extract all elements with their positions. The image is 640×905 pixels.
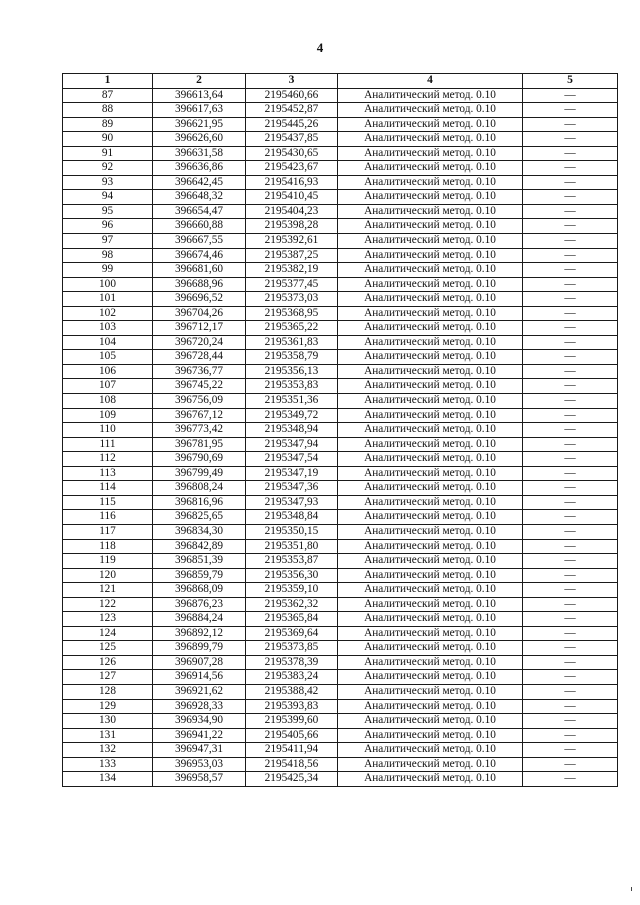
cell-description: — bbox=[523, 524, 618, 539]
cell-y-coordinate: 2195353,83 bbox=[246, 379, 338, 394]
cell-x-coordinate: 396941,22 bbox=[153, 728, 246, 743]
cell-point-number: 110 bbox=[63, 423, 153, 438]
cell-x-coordinate: 396736,77 bbox=[153, 364, 246, 379]
cell-y-coordinate: 2195388,42 bbox=[246, 684, 338, 699]
cell-x-coordinate: 396674,46 bbox=[153, 248, 246, 263]
cell-x-coordinate: 396958,57 bbox=[153, 772, 246, 787]
margin-mark bbox=[631, 887, 632, 891]
cell-method: Аналитический метод. 0.10 bbox=[338, 234, 523, 249]
cell-y-coordinate: 2195356,13 bbox=[246, 364, 338, 379]
cell-x-coordinate: 396667,55 bbox=[153, 234, 246, 249]
cell-x-coordinate: 396934,90 bbox=[153, 714, 246, 729]
cell-point-number: 111 bbox=[63, 437, 153, 452]
cell-description: — bbox=[523, 452, 618, 467]
table-row bbox=[63, 350, 618, 365]
cell-y-coordinate: 2195351,80 bbox=[246, 539, 338, 554]
cell-description: — bbox=[523, 423, 618, 438]
table-row bbox=[63, 321, 618, 336]
cell-point-number: 101 bbox=[63, 292, 153, 307]
cell-method: Аналитический метод. 0.10 bbox=[338, 423, 523, 438]
cell-y-coordinate: 2195349,72 bbox=[246, 408, 338, 423]
cell-method: Аналитический метод. 0.10 bbox=[338, 204, 523, 219]
cell-description: — bbox=[523, 117, 618, 132]
table-row bbox=[63, 394, 618, 409]
cell-description: — bbox=[523, 655, 618, 670]
cell-x-coordinate: 396907,28 bbox=[153, 655, 246, 670]
cell-point-number: 103 bbox=[63, 321, 153, 336]
table-row bbox=[63, 714, 618, 729]
table-row bbox=[63, 132, 618, 147]
cell-x-coordinate: 396868,09 bbox=[153, 583, 246, 598]
cell-method: Аналитический метод. 0.10 bbox=[338, 510, 523, 525]
cell-y-coordinate: 2195430,65 bbox=[246, 146, 338, 161]
cell-y-coordinate: 2195353,87 bbox=[246, 554, 338, 569]
table-row bbox=[63, 481, 618, 496]
cell-x-coordinate: 396712,17 bbox=[153, 321, 246, 336]
cell-point-number: 128 bbox=[63, 684, 153, 699]
cell-method: Аналитический метод. 0.10 bbox=[338, 655, 523, 670]
cell-method: Аналитический метод. 0.10 bbox=[338, 684, 523, 699]
cell-description: — bbox=[523, 743, 618, 758]
cell-description: — bbox=[523, 88, 618, 103]
cell-point-number: 113 bbox=[63, 466, 153, 481]
cell-x-coordinate: 396642,45 bbox=[153, 175, 246, 190]
cell-method: Аналитический метод. 0.10 bbox=[338, 699, 523, 714]
cell-x-coordinate: 396799,49 bbox=[153, 466, 246, 481]
cell-description: — bbox=[523, 728, 618, 743]
cell-y-coordinate: 2195398,28 bbox=[246, 219, 338, 234]
cell-x-coordinate: 396921,62 bbox=[153, 684, 246, 699]
table-body bbox=[63, 88, 618, 786]
cell-point-number: 97 bbox=[63, 234, 153, 249]
table-row bbox=[63, 699, 618, 714]
cell-point-number: 119 bbox=[63, 554, 153, 569]
cell-point-number: 131 bbox=[63, 728, 153, 743]
cell-x-coordinate: 396681,60 bbox=[153, 263, 246, 278]
cell-method: Аналитический метод. 0.10 bbox=[338, 437, 523, 452]
cell-x-coordinate: 396704,26 bbox=[153, 306, 246, 321]
cell-description: — bbox=[523, 103, 618, 118]
cell-y-coordinate: 2195393,83 bbox=[246, 699, 338, 714]
cell-point-number: 90 bbox=[63, 132, 153, 147]
table-row bbox=[63, 466, 618, 481]
cell-point-number: 124 bbox=[63, 626, 153, 641]
cell-y-coordinate: 2195452,87 bbox=[246, 103, 338, 118]
cell-description: — bbox=[523, 539, 618, 554]
column-header-x: 2 bbox=[153, 74, 246, 89]
table-row bbox=[63, 408, 618, 423]
cell-description: — bbox=[523, 132, 618, 147]
cell-point-number: 96 bbox=[63, 219, 153, 234]
cell-method: Аналитический метод. 0.10 bbox=[338, 568, 523, 583]
cell-x-coordinate: 396631,58 bbox=[153, 146, 246, 161]
cell-description: — bbox=[523, 714, 618, 729]
cell-x-coordinate: 396892,12 bbox=[153, 626, 246, 641]
cell-point-number: 129 bbox=[63, 699, 153, 714]
cell-point-number: 127 bbox=[63, 670, 153, 685]
cell-point-number: 121 bbox=[63, 583, 153, 598]
cell-description: — bbox=[523, 350, 618, 365]
cell-y-coordinate: 2195410,45 bbox=[246, 190, 338, 205]
table-row bbox=[63, 568, 618, 583]
cell-x-coordinate: 396617,63 bbox=[153, 103, 246, 118]
cell-x-coordinate: 396914,56 bbox=[153, 670, 246, 685]
cell-method: Аналитический метод. 0.10 bbox=[338, 350, 523, 365]
cell-description: — bbox=[523, 190, 618, 205]
cell-y-coordinate: 2195405,66 bbox=[246, 728, 338, 743]
cell-x-coordinate: 396953,03 bbox=[153, 757, 246, 772]
cell-y-coordinate: 2195392,61 bbox=[246, 234, 338, 249]
table-row bbox=[63, 728, 618, 743]
cell-y-coordinate: 2195460,66 bbox=[246, 88, 338, 103]
cell-method: Аналитический метод. 0.10 bbox=[338, 190, 523, 205]
table-row bbox=[63, 364, 618, 379]
cell-description: — bbox=[523, 321, 618, 336]
table-row bbox=[63, 524, 618, 539]
cell-point-number: 117 bbox=[63, 524, 153, 539]
cell-description: — bbox=[523, 277, 618, 292]
cell-description: — bbox=[523, 568, 618, 583]
table-row bbox=[63, 306, 618, 321]
cell-x-coordinate: 396745,22 bbox=[153, 379, 246, 394]
cell-point-number: 132 bbox=[63, 743, 153, 758]
cell-x-coordinate: 396808,24 bbox=[153, 481, 246, 496]
cell-y-coordinate: 2195350,15 bbox=[246, 524, 338, 539]
table-row bbox=[63, 146, 618, 161]
cell-x-coordinate: 396781,95 bbox=[153, 437, 246, 452]
cell-description: — bbox=[523, 379, 618, 394]
coordinates-table bbox=[62, 73, 618, 787]
cell-x-coordinate: 396773,42 bbox=[153, 423, 246, 438]
cell-x-coordinate: 396648,32 bbox=[153, 190, 246, 205]
cell-description: — bbox=[523, 481, 618, 496]
cell-method: Аналитический метод. 0.10 bbox=[338, 219, 523, 234]
cell-x-coordinate: 396720,24 bbox=[153, 335, 246, 350]
cell-x-coordinate: 396842,89 bbox=[153, 539, 246, 554]
cell-x-coordinate: 396613,64 bbox=[153, 88, 246, 103]
cell-description: — bbox=[523, 757, 618, 772]
cell-description: — bbox=[523, 146, 618, 161]
cell-point-number: 95 bbox=[63, 204, 153, 219]
cell-method: Аналитический метод. 0.10 bbox=[338, 670, 523, 685]
cell-method: Аналитический метод. 0.10 bbox=[338, 554, 523, 569]
cell-method: Аналитический метод. 0.10 bbox=[338, 263, 523, 278]
cell-point-number: 98 bbox=[63, 248, 153, 263]
cell-y-coordinate: 2195347,94 bbox=[246, 437, 338, 452]
cell-description: — bbox=[523, 641, 618, 656]
table-row bbox=[63, 684, 618, 699]
cell-x-coordinate: 396767,12 bbox=[153, 408, 246, 423]
cell-description: — bbox=[523, 292, 618, 307]
cell-y-coordinate: 2195347,19 bbox=[246, 466, 338, 481]
cell-point-number: 88 bbox=[63, 103, 153, 118]
cell-description: — bbox=[523, 583, 618, 598]
cell-point-number: 115 bbox=[63, 495, 153, 510]
cell-x-coordinate: 396654,47 bbox=[153, 204, 246, 219]
cell-method: Аналитический метод. 0.10 bbox=[338, 394, 523, 409]
cell-description: — bbox=[523, 626, 618, 641]
cell-method: Аналитический метод. 0.10 bbox=[338, 175, 523, 190]
cell-y-coordinate: 2195362,32 bbox=[246, 597, 338, 612]
header-row bbox=[63, 74, 618, 89]
cell-point-number: 116 bbox=[63, 510, 153, 525]
cell-y-coordinate: 2195418,56 bbox=[246, 757, 338, 772]
cell-point-number: 87 bbox=[63, 88, 153, 103]
cell-point-number: 102 bbox=[63, 306, 153, 321]
cell-method: Аналитический метод. 0.10 bbox=[338, 408, 523, 423]
cell-description: — bbox=[523, 204, 618, 219]
cell-y-coordinate: 2195365,22 bbox=[246, 321, 338, 336]
cell-point-number: 109 bbox=[63, 408, 153, 423]
cell-method: Аналитический метод. 0.10 bbox=[338, 292, 523, 307]
cell-x-coordinate: 396851,39 bbox=[153, 554, 246, 569]
cell-x-coordinate: 396756,09 bbox=[153, 394, 246, 409]
table-row bbox=[63, 248, 618, 263]
table-row bbox=[63, 626, 618, 641]
cell-y-coordinate: 2195423,67 bbox=[246, 161, 338, 176]
cell-y-coordinate: 2195347,36 bbox=[246, 481, 338, 496]
cell-x-coordinate: 396859,79 bbox=[153, 568, 246, 583]
cell-y-coordinate: 2195359,10 bbox=[246, 583, 338, 598]
cell-method: Аналитический метод. 0.10 bbox=[338, 117, 523, 132]
cell-y-coordinate: 2195387,25 bbox=[246, 248, 338, 263]
table-row bbox=[63, 161, 618, 176]
table-row bbox=[63, 379, 618, 394]
cell-point-number: 120 bbox=[63, 568, 153, 583]
cell-y-coordinate: 2195404,23 bbox=[246, 204, 338, 219]
cell-point-number: 107 bbox=[63, 379, 153, 394]
cell-method: Аналитический метод. 0.10 bbox=[338, 524, 523, 539]
table-row bbox=[63, 175, 618, 190]
cell-y-coordinate: 2195356,30 bbox=[246, 568, 338, 583]
cell-description: — bbox=[523, 263, 618, 278]
cell-description: — bbox=[523, 554, 618, 569]
cell-method: Аналитический метод. 0.10 bbox=[338, 495, 523, 510]
cell-point-number: 134 bbox=[63, 772, 153, 787]
cell-method: Аналитический метод. 0.10 bbox=[338, 757, 523, 772]
cell-point-number: 104 bbox=[63, 335, 153, 350]
cell-x-coordinate: 396947,31 bbox=[153, 743, 246, 758]
cell-point-number: 106 bbox=[63, 364, 153, 379]
cell-description: — bbox=[523, 772, 618, 787]
cell-description: — bbox=[523, 175, 618, 190]
cell-method: Аналитический метод. 0.10 bbox=[338, 481, 523, 496]
cell-y-coordinate: 2195445,26 bbox=[246, 117, 338, 132]
cell-y-coordinate: 2195425,34 bbox=[246, 772, 338, 787]
cell-method: Аналитический метод. 0.10 bbox=[338, 743, 523, 758]
table-row bbox=[63, 219, 618, 234]
cell-point-number: 91 bbox=[63, 146, 153, 161]
cell-x-coordinate: 396636,86 bbox=[153, 161, 246, 176]
cell-method: Аналитический метод. 0.10 bbox=[338, 248, 523, 263]
cell-description: — bbox=[523, 394, 618, 409]
cell-x-coordinate: 396621,95 bbox=[153, 117, 246, 132]
cell-y-coordinate: 2195365,84 bbox=[246, 612, 338, 627]
cell-point-number: 114 bbox=[63, 481, 153, 496]
table-row bbox=[63, 743, 618, 758]
cell-method: Аналитический метод. 0.10 bbox=[338, 612, 523, 627]
cell-method: Аналитический метод. 0.10 bbox=[338, 597, 523, 612]
cell-point-number: 105 bbox=[63, 350, 153, 365]
cell-x-coordinate: 396816,96 bbox=[153, 495, 246, 510]
table-row bbox=[63, 204, 618, 219]
cell-description: — bbox=[523, 408, 618, 423]
table-row bbox=[63, 597, 618, 612]
cell-x-coordinate: 396688,96 bbox=[153, 277, 246, 292]
cell-y-coordinate: 2195411,94 bbox=[246, 743, 338, 758]
cell-x-coordinate: 396626,60 bbox=[153, 132, 246, 147]
cell-method: Аналитический метод. 0.10 bbox=[338, 146, 523, 161]
table-row bbox=[63, 190, 618, 205]
cell-method: Аналитический метод. 0.10 bbox=[338, 103, 523, 118]
cell-description: — bbox=[523, 510, 618, 525]
cell-description: — bbox=[523, 466, 618, 481]
table-row bbox=[63, 437, 618, 452]
column-header-point: 1 bbox=[63, 74, 153, 89]
cell-y-coordinate: 2195416,93 bbox=[246, 175, 338, 190]
cell-method: Аналитический метод. 0.10 bbox=[338, 132, 523, 147]
column-header-method: 4 bbox=[338, 74, 523, 89]
column-header-y: 3 bbox=[246, 74, 338, 89]
cell-point-number: 100 bbox=[63, 277, 153, 292]
cell-y-coordinate: 2195373,03 bbox=[246, 292, 338, 307]
cell-point-number: 126 bbox=[63, 655, 153, 670]
cell-y-coordinate: 2195348,84 bbox=[246, 510, 338, 525]
cell-y-coordinate: 2195399,60 bbox=[246, 714, 338, 729]
table-row bbox=[63, 670, 618, 685]
cell-method: Аналитический метод. 0.10 bbox=[338, 161, 523, 176]
page-number: 4 bbox=[316, 40, 324, 55]
cell-x-coordinate: 396696,52 bbox=[153, 292, 246, 307]
cell-description: — bbox=[523, 306, 618, 321]
table-row bbox=[63, 539, 618, 554]
table-row bbox=[63, 641, 618, 656]
table-row bbox=[63, 117, 618, 132]
cell-x-coordinate: 396728,44 bbox=[153, 350, 246, 365]
cell-method: Аналитический метод. 0.10 bbox=[338, 277, 523, 292]
cell-point-number: 108 bbox=[63, 394, 153, 409]
cell-point-number: 99 bbox=[63, 263, 153, 278]
table-row bbox=[63, 612, 618, 627]
cell-method: Аналитический метод. 0.10 bbox=[338, 583, 523, 598]
column-header-description: 5 bbox=[523, 74, 618, 89]
cell-method: Аналитический метод. 0.10 bbox=[338, 88, 523, 103]
cell-y-coordinate: 2195373,85 bbox=[246, 641, 338, 656]
cell-description: — bbox=[523, 597, 618, 612]
cell-method: Аналитический метод. 0.10 bbox=[338, 641, 523, 656]
cell-point-number: 130 bbox=[63, 714, 153, 729]
cell-method: Аналитический метод. 0.10 bbox=[338, 321, 523, 336]
cell-y-coordinate: 2195368,95 bbox=[246, 306, 338, 321]
cell-method: Аналитический метод. 0.10 bbox=[338, 306, 523, 321]
cell-description: — bbox=[523, 234, 618, 249]
table-row bbox=[63, 103, 618, 118]
cell-y-coordinate: 2195347,93 bbox=[246, 495, 338, 510]
table-row bbox=[63, 423, 618, 438]
cell-x-coordinate: 396899,79 bbox=[153, 641, 246, 656]
cell-description: — bbox=[523, 684, 618, 699]
cell-point-number: 133 bbox=[63, 757, 153, 772]
cell-y-coordinate: 2195351,36 bbox=[246, 394, 338, 409]
cell-description: — bbox=[523, 437, 618, 452]
table-row bbox=[63, 292, 618, 307]
cell-x-coordinate: 396790,69 bbox=[153, 452, 246, 467]
cell-method: Аналитический метод. 0.10 bbox=[338, 728, 523, 743]
table-row bbox=[63, 510, 618, 525]
cell-y-coordinate: 2195382,19 bbox=[246, 263, 338, 278]
cell-x-coordinate: 396884,24 bbox=[153, 612, 246, 627]
cell-description: — bbox=[523, 248, 618, 263]
table-row bbox=[63, 757, 618, 772]
cell-description: — bbox=[523, 670, 618, 685]
cell-method: Аналитический метод. 0.10 bbox=[338, 364, 523, 379]
cell-description: — bbox=[523, 335, 618, 350]
table-row bbox=[63, 583, 618, 598]
cell-point-number: 94 bbox=[63, 190, 153, 205]
cell-point-number: 122 bbox=[63, 597, 153, 612]
table-row bbox=[63, 495, 618, 510]
table-row bbox=[63, 655, 618, 670]
cell-y-coordinate: 2195361,83 bbox=[246, 335, 338, 350]
cell-method: Аналитический метод. 0.10 bbox=[338, 626, 523, 641]
cell-method: Аналитический метод. 0.10 bbox=[338, 452, 523, 467]
cell-point-number: 92 bbox=[63, 161, 153, 176]
cell-point-number: 118 bbox=[63, 539, 153, 554]
cell-point-number: 125 bbox=[63, 641, 153, 656]
cell-point-number: 123 bbox=[63, 612, 153, 627]
cell-description: — bbox=[523, 364, 618, 379]
cell-y-coordinate: 2195437,85 bbox=[246, 132, 338, 147]
table-row bbox=[63, 88, 618, 103]
table-row bbox=[63, 554, 618, 569]
cell-y-coordinate: 2195378,39 bbox=[246, 655, 338, 670]
cell-y-coordinate: 2195347,54 bbox=[246, 452, 338, 467]
table-row bbox=[63, 277, 618, 292]
table-row bbox=[63, 452, 618, 467]
cell-y-coordinate: 2195348,94 bbox=[246, 423, 338, 438]
table-row bbox=[63, 234, 618, 249]
cell-y-coordinate: 2195369,64 bbox=[246, 626, 338, 641]
cell-description: — bbox=[523, 699, 618, 714]
table-row bbox=[63, 335, 618, 350]
cell-method: Аналитический метод. 0.10 bbox=[338, 335, 523, 350]
cell-x-coordinate: 396876,23 bbox=[153, 597, 246, 612]
cell-description: — bbox=[523, 495, 618, 510]
cell-description: — bbox=[523, 161, 618, 176]
table-row bbox=[63, 772, 618, 787]
cell-x-coordinate: 396834,30 bbox=[153, 524, 246, 539]
cell-x-coordinate: 396660,88 bbox=[153, 219, 246, 234]
cell-method: Аналитический метод. 0.10 bbox=[338, 714, 523, 729]
cell-method: Аналитический метод. 0.10 bbox=[338, 379, 523, 394]
table-header bbox=[63, 74, 618, 89]
cell-method: Аналитический метод. 0.10 bbox=[338, 539, 523, 554]
cell-point-number: 112 bbox=[63, 452, 153, 467]
cell-y-coordinate: 2195383,24 bbox=[246, 670, 338, 685]
cell-description: — bbox=[523, 219, 618, 234]
table-row bbox=[63, 263, 618, 278]
cell-method: Аналитический метод. 0.10 bbox=[338, 772, 523, 787]
cell-y-coordinate: 2195377,45 bbox=[246, 277, 338, 292]
cell-method: Аналитический метод. 0.10 bbox=[338, 466, 523, 481]
cell-point-number: 93 bbox=[63, 175, 153, 190]
cell-description: — bbox=[523, 612, 618, 627]
cell-x-coordinate: 396825,65 bbox=[153, 510, 246, 525]
cell-point-number: 89 bbox=[63, 117, 153, 132]
cell-y-coordinate: 2195358,79 bbox=[246, 350, 338, 365]
cell-x-coordinate: 396928,33 bbox=[153, 699, 246, 714]
